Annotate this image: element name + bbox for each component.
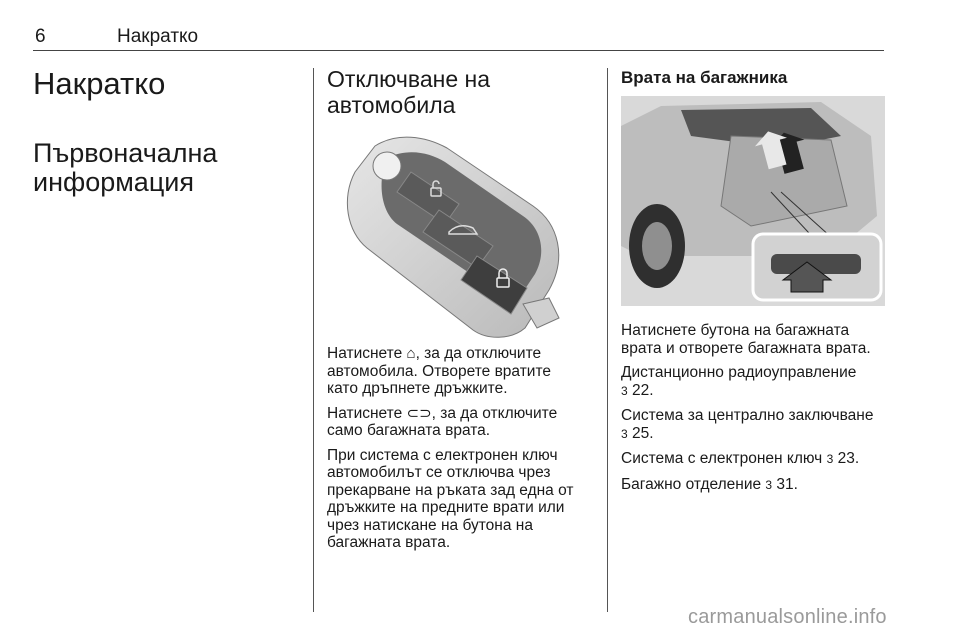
cross-reference[interactable]: Система с електронен ключ 3 23.: [621, 450, 860, 467]
watermark: carmanualsonline.info: [688, 606, 887, 628]
tailgate-illustration: [621, 96, 885, 306]
section-title: [33, 139, 301, 197]
paragraph: Натиснете бутона на багажната врата и отворете багажната врата.: [621, 322, 871, 357]
heading-line: Отключване на: [327, 66, 491, 92]
column-divider: [607, 68, 608, 612]
tailgate-text: [621, 322, 889, 501]
tailgate-heading: Врата на багажника: [621, 68, 788, 87]
arrow-icon: 3: [621, 426, 628, 441]
column-tailgate: [621, 66, 889, 88]
cross-reference[interactable]: Дистанционно радиоуправление 3 22.: [621, 364, 857, 399]
paragraph: При система с електронен ключ автомобилът се отключва чрез прекарване на ръката зад една от дръжките на предните врати или чрез натискане на бутона на багажната врата.: [327, 446, 574, 551]
paragraph: Натиснете ⊂⊃, за да отключите само багажната врата.: [327, 404, 558, 439]
unlock-heading: [327, 66, 592, 118]
section-title-line: Първоначална: [33, 138, 218, 168]
header-rule: [33, 50, 884, 51]
heading-line: автомобила: [327, 92, 456, 118]
paragraph: Натиснете ⌂, за да отключите автомобила. Отворете вратите като дръпнете дръжките.: [327, 345, 552, 397]
column-intro: [33, 66, 301, 197]
arrow-icon: 3: [765, 477, 773, 492]
cross-reference[interactable]: Багажно отделение 3 31.: [621, 475, 798, 493]
column-unlock: [327, 66, 592, 118]
unlock-text: [327, 345, 592, 559]
chapter-title: Накратко: [33, 66, 166, 101]
unlock-icon: ⌂: [406, 345, 416, 362]
page-number: 6: [35, 26, 46, 47]
running-title: Накратко: [117, 26, 199, 47]
key-fob-illustration: [327, 128, 591, 338]
page-header: [33, 26, 884, 50]
section-title-line: информация: [33, 167, 194, 197]
arrow-icon: 3: [826, 452, 834, 466]
column-divider: [313, 68, 314, 612]
cross-reference[interactable]: Система за централно заключване 3 25.: [621, 407, 874, 442]
tailgate-icon: ⊂⊃: [406, 404, 432, 422]
arrow-icon: 3: [621, 383, 628, 398]
